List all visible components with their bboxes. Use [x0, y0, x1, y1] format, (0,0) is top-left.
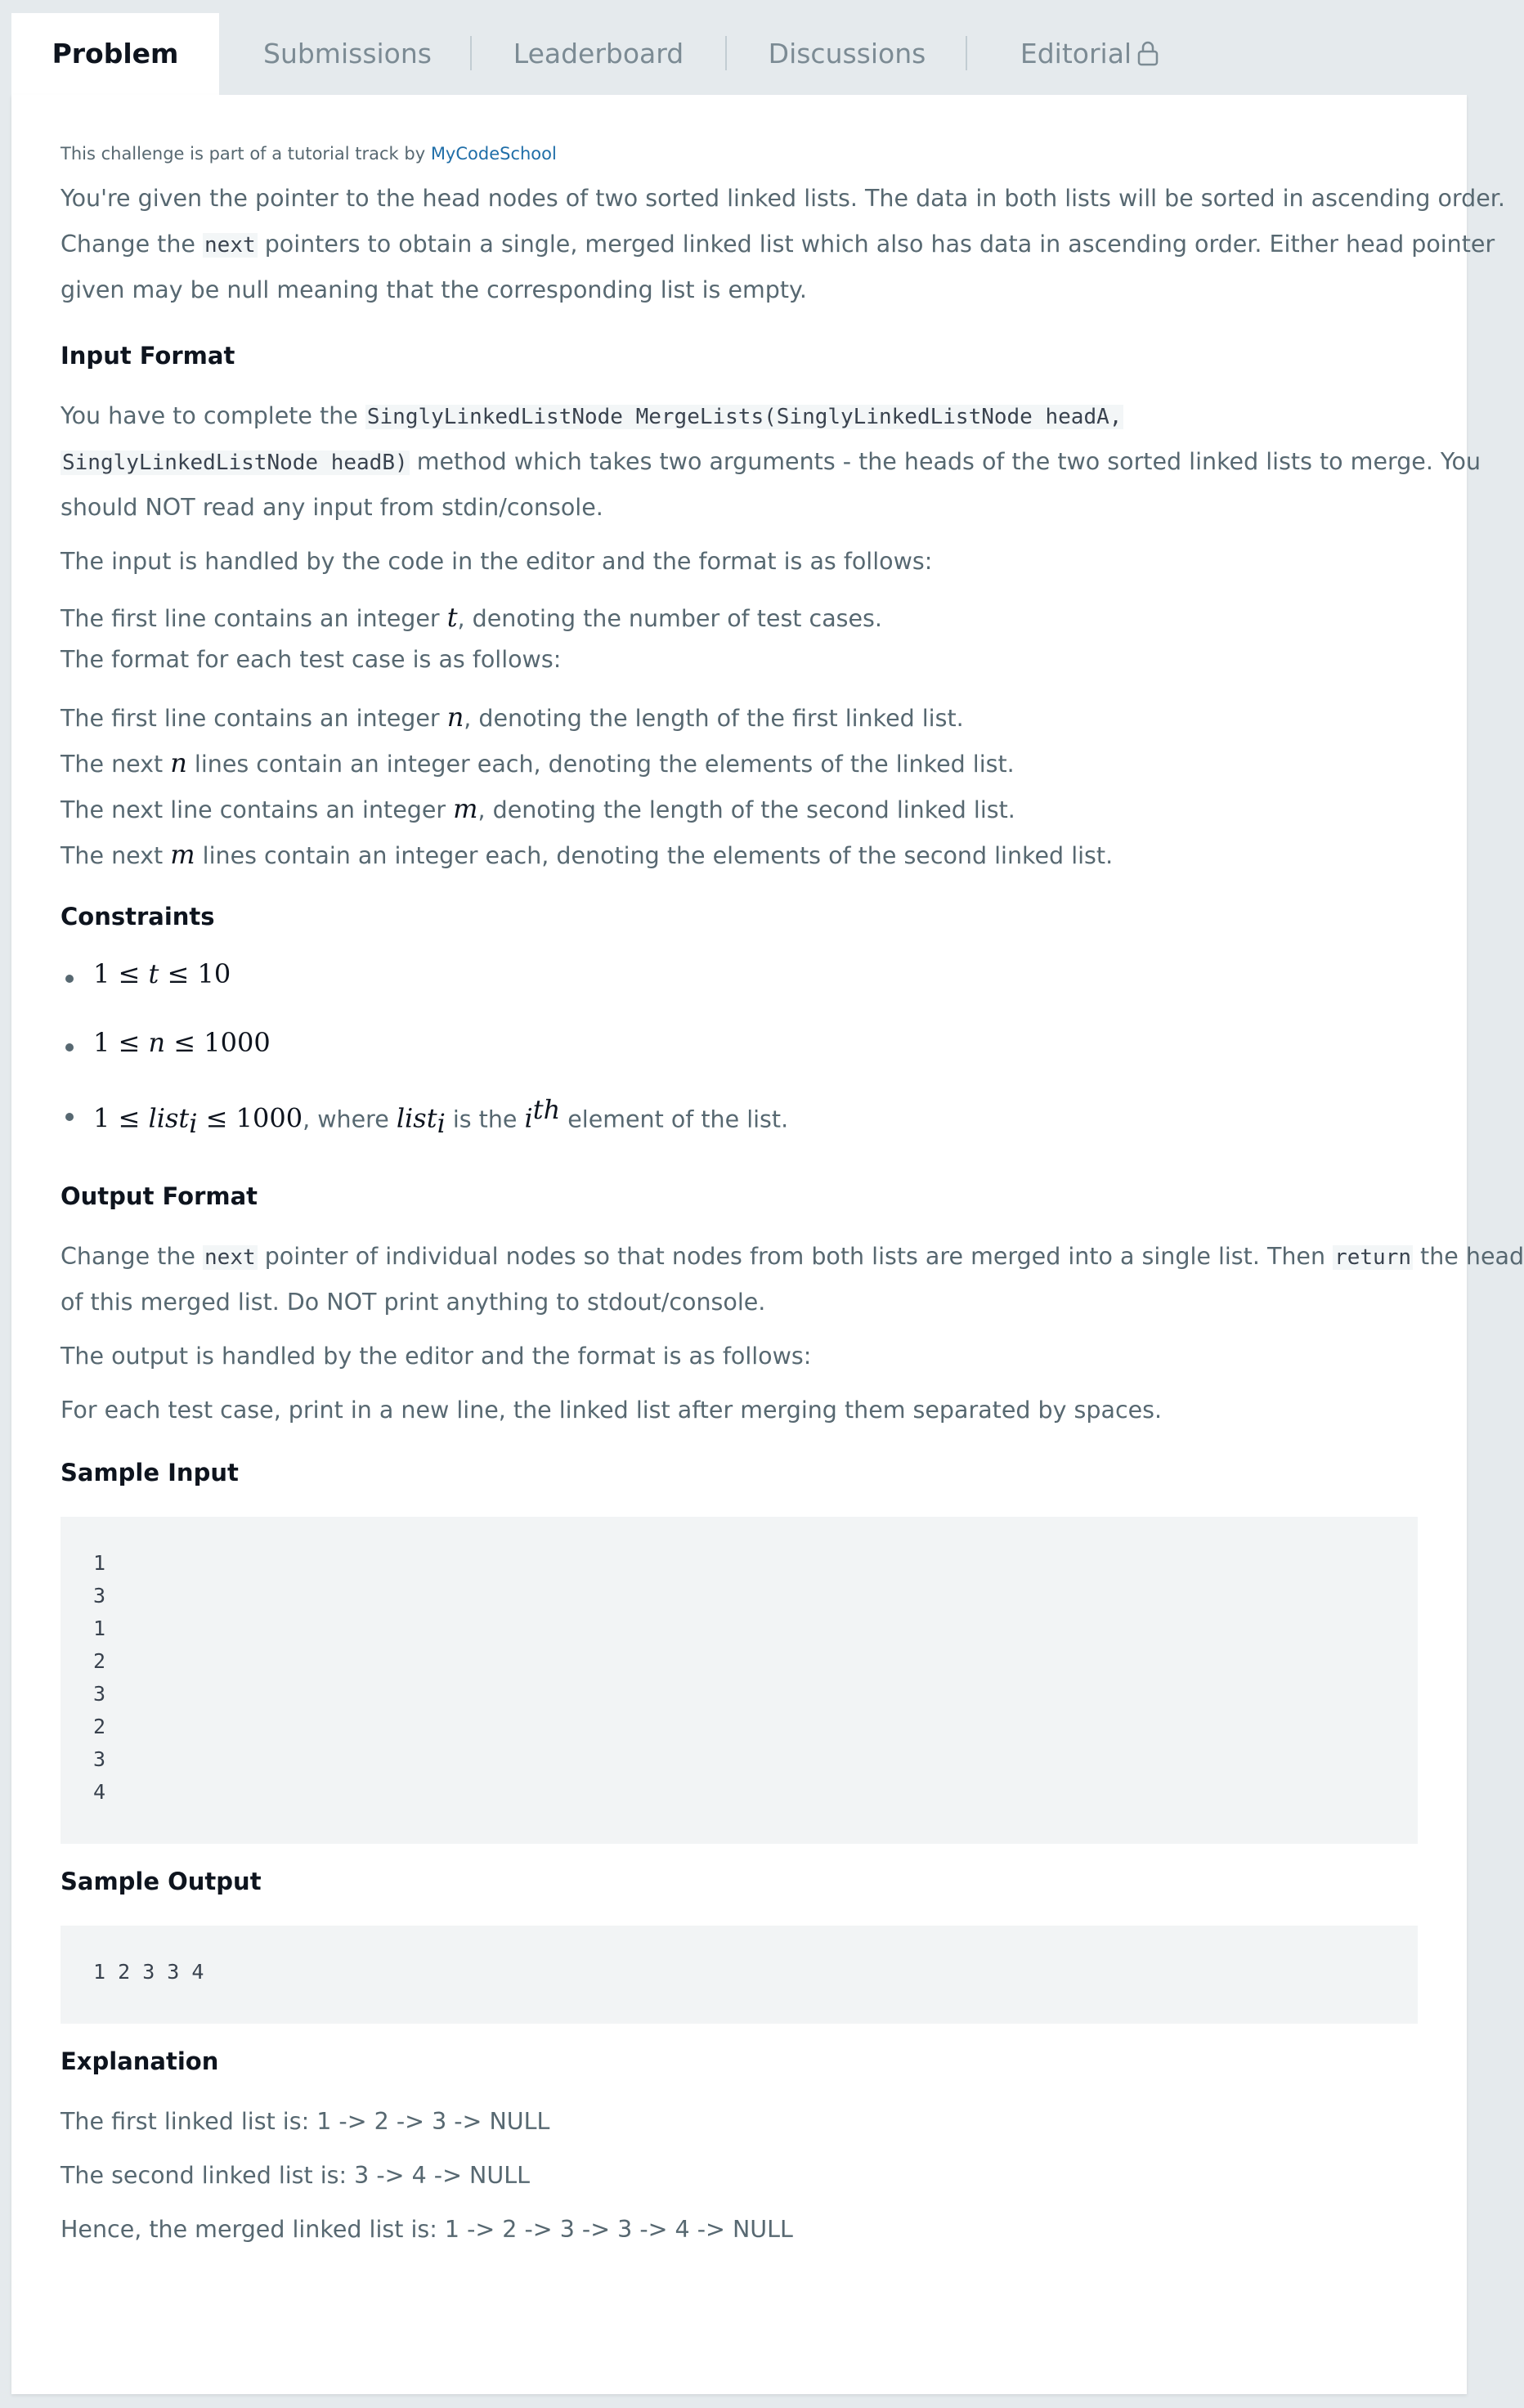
input-format-line [61, 702, 964, 733]
intro-text: pointers to obtain a single, merged linked list which also has data in ascending order. Either head pointer [257, 231, 1495, 258]
math-var: list [148, 1102, 190, 1134]
sample-input-line: 1 [93, 1617, 106, 1640]
constraints-heading: Constraints [61, 903, 215, 930]
math-var: t [148, 958, 159, 989]
input-format-heading: Input Format [61, 342, 235, 370]
input-text: method which takes two arguments - the heads of the two sorted linked lists to merge. You [409, 448, 1481, 475]
sample-output-line: 1 2 3 3 4 [93, 1960, 204, 1984]
intro-line: You're given the pointer to the head nodes of two sorted linked lists. The data in both lists will be sorted in ascending order. [61, 185, 1505, 212]
explanation-line: The second linked list is: 3 -> 4 -> NULL [61, 2162, 530, 2189]
sample-output-block [61, 1926, 1418, 2024]
tab-submissions[interactable]: Submissions [263, 38, 432, 70]
input-format-line [61, 402, 1123, 429]
math-text: 1 ≤ [93, 1102, 149, 1134]
input-text: , denoting the length of the second linked list. [477, 796, 1015, 823]
intro-text: Change the [61, 231, 204, 258]
sample-input-line: 4 [93, 1780, 106, 1804]
input-text: lines contain an integer each, denoting the elements of the second linked list. [195, 842, 1114, 869]
math-text: ≤ 1000 [197, 1102, 303, 1134]
input-format-line: The format for each test case is as follows: [61, 646, 562, 673]
input-text: The next [61, 751, 171, 778]
math-var: m [453, 793, 478, 824]
output-text: pointer of individual nodes so that nodes from both lists are merged into a single list. Then [257, 1243, 1334, 1270]
bullet-dot [65, 975, 74, 983]
track-prefix: This challenge is part of a tutorial track by [61, 144, 431, 164]
math-var: n [148, 1027, 166, 1058]
explanation-line: Hence, the merged linked list is: 1 -> 2 -> 3 -> 3 -> 4 -> NULL [61, 2216, 793, 2243]
math-sup: th [532, 1094, 561, 1125]
input-text: The next [61, 842, 171, 869]
input-text: The first line contains an integer [61, 705, 447, 732]
tab-discussions[interactable]: Discussions [768, 38, 926, 70]
output-text: Change the [61, 1243, 204, 1270]
inline-code: SinglyLinkedListNode headB) [62, 451, 408, 475]
constraint-item [93, 1027, 271, 1058]
input-text: The next line contains an integer [61, 796, 454, 823]
mycodeschool-link[interactable]: MyCodeSchool [430, 144, 557, 164]
explanation-line: The first linked list is: 1 -> 2 -> 3 -> NULL [61, 2108, 550, 2135]
math-sub: i [189, 1108, 198, 1140]
input-format-line [61, 602, 882, 633]
sample-output-heading: Sample Output [61, 1868, 262, 1895]
sample-input-line: 3 [93, 1584, 106, 1608]
lock-icon [1136, 16, 1159, 98]
inline-code: next [204, 233, 256, 258]
inline-code: return [1334, 1245, 1411, 1270]
output-format-line: For each test case, print in a new line, the linked list after merging them separated by spaces. [61, 1397, 1163, 1424]
sample-input-line: 3 [93, 1747, 106, 1771]
math-var: t [446, 602, 458, 633]
math-text: ≤ 1000 [165, 1027, 271, 1058]
tab-leaderboard[interactable]: Leaderboard [513, 38, 684, 70]
inline-code: SinglyLinkedListNode MergeLists(SinglyLinkedListNode headA, [366, 405, 1123, 429]
input-text: You have to complete the [61, 402, 365, 429]
input-format-line [61, 839, 1113, 870]
sample-input-line: 2 [93, 1649, 106, 1673]
math-var: n [170, 747, 187, 778]
math-var: i [524, 1102, 533, 1134]
output-format-heading: Output Format [61, 1182, 258, 1210]
bullet-dot [65, 1113, 74, 1121]
constraint-text: element of the list. [560, 1105, 789, 1133]
output-format-line: of this merged list. Do NOT print anything to stdout/console. [61, 1289, 766, 1316]
sample-input-block [61, 1517, 1418, 1844]
math-text: 1 ≤ [93, 958, 149, 989]
math-var: m [170, 839, 195, 870]
math-text: 1 ≤ [93, 1027, 149, 1058]
inline-code: next [204, 1245, 256, 1270]
constraint-item [93, 958, 231, 989]
input-text: lines contain an integer each, denoting the elements of the linked list. [186, 751, 1015, 778]
input-text: The first line contains an integer [61, 605, 447, 632]
tab-editorial-label: Editorial [1020, 38, 1132, 70]
output-text: the head [1413, 1243, 1524, 1270]
output-format-line: The output is handled by the editor and the format is as follows: [61, 1343, 812, 1370]
input-format-line: The input is handled by the code in the editor and the format is as follows: [61, 548, 933, 575]
math-text: ≤ 10 [159, 958, 231, 989]
tab-editorial[interactable] [967, 13, 1212, 95]
input-text: , denoting the number of test cases. [457, 605, 882, 632]
output-format-line [61, 1243, 1524, 1270]
input-format-line [61, 448, 1481, 475]
math-var: list [396, 1102, 437, 1134]
constraint-text: is the [445, 1105, 525, 1133]
tab-bar [11, 13, 1467, 95]
input-format-line [61, 793, 1015, 824]
sample-input-line: 1 [93, 1551, 106, 1575]
input-format-line: should NOT read any input from stdin/console. [61, 494, 603, 521]
tutorial-track-note [61, 144, 557, 164]
explanation-heading: Explanation [61, 2047, 219, 2075]
intro-line: given may be null meaning that the corresponding list is empty. [61, 276, 807, 303]
input-text: , denoting the length of the first linked list. [464, 705, 964, 732]
sample-input-line: 3 [93, 1682, 106, 1706]
math-var: n [446, 702, 464, 733]
intro-line [61, 231, 1495, 258]
constraint-text: , where [303, 1105, 397, 1133]
input-format-line [61, 747, 1015, 778]
constraint-item [93, 1094, 788, 1139]
problem-panel [11, 95, 1524, 2394]
math-sub: i [437, 1108, 446, 1140]
sample-input-line: 2 [93, 1715, 106, 1738]
bullet-dot [65, 1043, 74, 1052]
tab-problem[interactable]: Problem [11, 13, 219, 95]
sample-input-heading: Sample Input [61, 1459, 239, 1487]
